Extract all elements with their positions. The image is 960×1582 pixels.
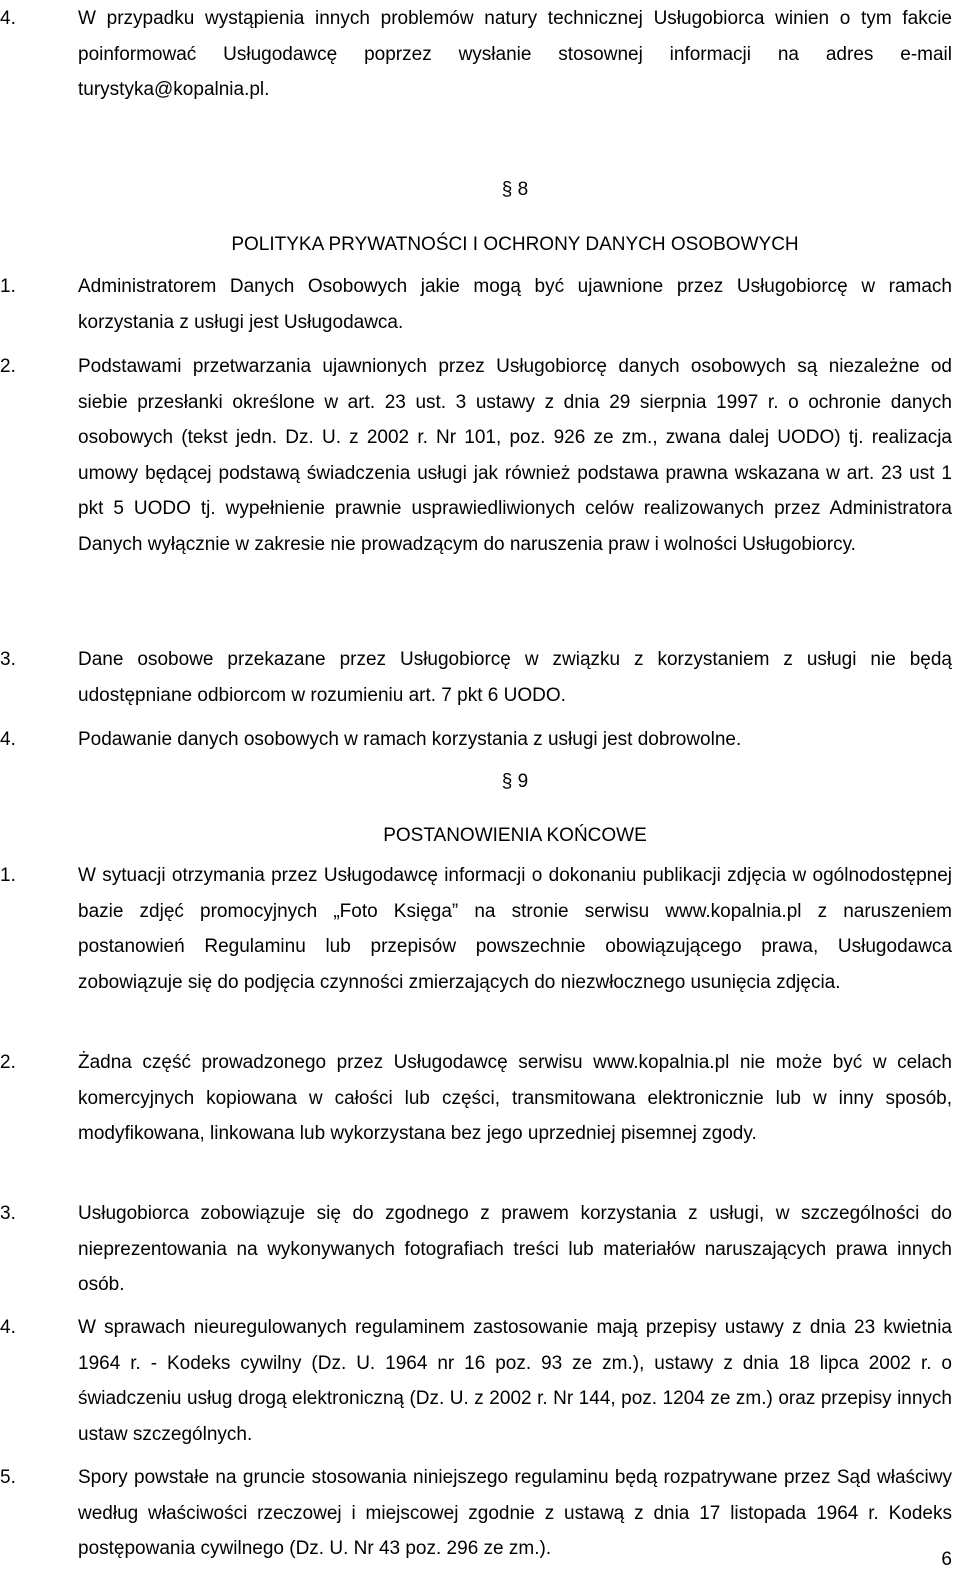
item-text: Żadna część prowadzonego przez Usługodawcę serwisu www.kopalnia.pl nie może być w celach komercyjnych kopiowana w całości lub części, transmitowana elektronicznie lub w inny sposób, modyfikowana, linkowana lub wykorzystana bez jego uprzedniej pisemnej zgody. xyxy=(78,1052,952,1144)
section-8-item-2 xyxy=(0,349,952,562)
section-8-item-1 xyxy=(0,269,952,340)
item-text: W sytuacji otrzymania przez Usługodawcę informacji o dokonaniu publikacji zdjęcia w ogólnodostępnej bazie zdjęć promocyjnych „Foto Księga” na stronie serwisu www.kopalnia.pl z naruszeniem postanowień Regulaminu lub przepisów powszechnie obowiązującego prawa, Usługodawca zobowiązuje się do podjęcia czynności zmierzających do niezwłocznego usunięcia zdjęcia. xyxy=(78,865,952,993)
item-text: W sprawach nieuregulowanych regulaminem zastosowanie mają przepisy ustawy z dnia 23 kwietnia 1964 r. - Kodeks cywilny (Dz. U. 1964 nr 16 poz. 93 ze zm.), ustawy z dnia 18 lipca 2002 r. o świadczeniu usług drogą elektroniczną (Dz. U. z 2002 r. Nr 144, poz. 1204 ze zm.) oraz przepisy innych ustaw szczególnych. xyxy=(78,1317,952,1445)
item-number: 4. xyxy=(0,8,16,29)
item-text: Podstawami przetwarzania ujawnionych przez Usługobiorcę danych osobowych są niezależne od siebie przesłanki określone w art. 23 ust. 3 ustawy z dnia 29 sierpnia 1997 r. o ochronie danych osobowych (tekst jedn. Dz. U. z 2002 r. Nr 101, poz. 926 ze zm., zwana dalej UODO) tj. realizacja umowy będącej podstawą świadczenia usługi jak również podstawa prawna wskazana w art. 23 ust 1 pkt 5 UODO tj. wypełnienie prawnie usprawiedliwionych celów realizowanych przez Administratora Danych wyłącznie w zakresie nie prowadzącym do naruszenia praw i wolności Usługobiorcy. xyxy=(78,356,952,555)
section-8-item-3 xyxy=(0,642,952,713)
section-9-item-1 xyxy=(0,858,952,1000)
section-8-item-4 xyxy=(0,722,952,758)
section-9-item-4 xyxy=(0,1310,952,1452)
section-9-item-2 xyxy=(0,1045,952,1152)
item-number: 1. xyxy=(0,276,16,297)
page-number: 6 xyxy=(941,1549,952,1570)
item-number: 2. xyxy=(0,356,16,377)
item-number: 3. xyxy=(0,1203,16,1224)
item-text: Spory powstałe na gruncie stosowania niniejszego regulaminu będą rozpatrywane przez Sąd właściwy według właściwości rzeczowej i miejscowej zgodnie z ustawą z dnia 17 listopada 1964 r. Kodeks postępowania cywilnego (Dz. U. Nr 43 poz. 296 ze zm.). xyxy=(78,1467,952,1559)
item-number: 5. xyxy=(0,1467,16,1488)
list-item-prev-4 xyxy=(0,1,952,108)
item-text: W przypadku wystąpienia innych problemów natury technicznej Usługobiorca winien o tym fakcie poinformować Usługodawcę poprzez wysłanie stosownej informacji na adres e-mail turystyka@kopalnia.pl. xyxy=(78,8,952,100)
item-text: Administratorem Danych Osobowych jakie mogą być ujawnione przez Usługobiorcę w ramach korzystania z usługi jest Usługodawca. xyxy=(78,276,952,333)
item-number: 1. xyxy=(0,865,16,886)
section-8-title: POLITYKA PRYWATNOŚCI I OCHRONY DANYCH OSOBOWYCH xyxy=(231,234,799,255)
section-8-paragraph: § 8 xyxy=(501,179,529,200)
section-9-title: POSTANOWIENIA KOŃCOWE xyxy=(383,825,647,846)
item-text: Usługobiorca zobowiązuje się do zgodnego z prawem korzystania z usługi, w szczególności do nieprezentowania na wykonywanych fotografiach treści lub materiałów naruszających prawa innych osób. xyxy=(78,1203,952,1295)
item-text: Podawanie danych osobowych w ramach korzystania z usługi jest dobrowolne. xyxy=(78,729,742,750)
section-9-item-3 xyxy=(0,1196,952,1303)
section-9-paragraph: § 9 xyxy=(501,771,529,792)
item-number: 3. xyxy=(0,649,16,670)
item-text: Dane osobowe przekazane przez Usługobiorcę w związku z korzystaniem z usługi nie będą udostępniane odbiorcom w rozumieniu art. 7 pkt 6 UODO. xyxy=(78,649,952,706)
item-number: 4. xyxy=(0,729,16,750)
item-number: 4. xyxy=(0,1317,16,1338)
item-number: 2. xyxy=(0,1052,16,1073)
section-9-item-5 xyxy=(0,1460,952,1567)
